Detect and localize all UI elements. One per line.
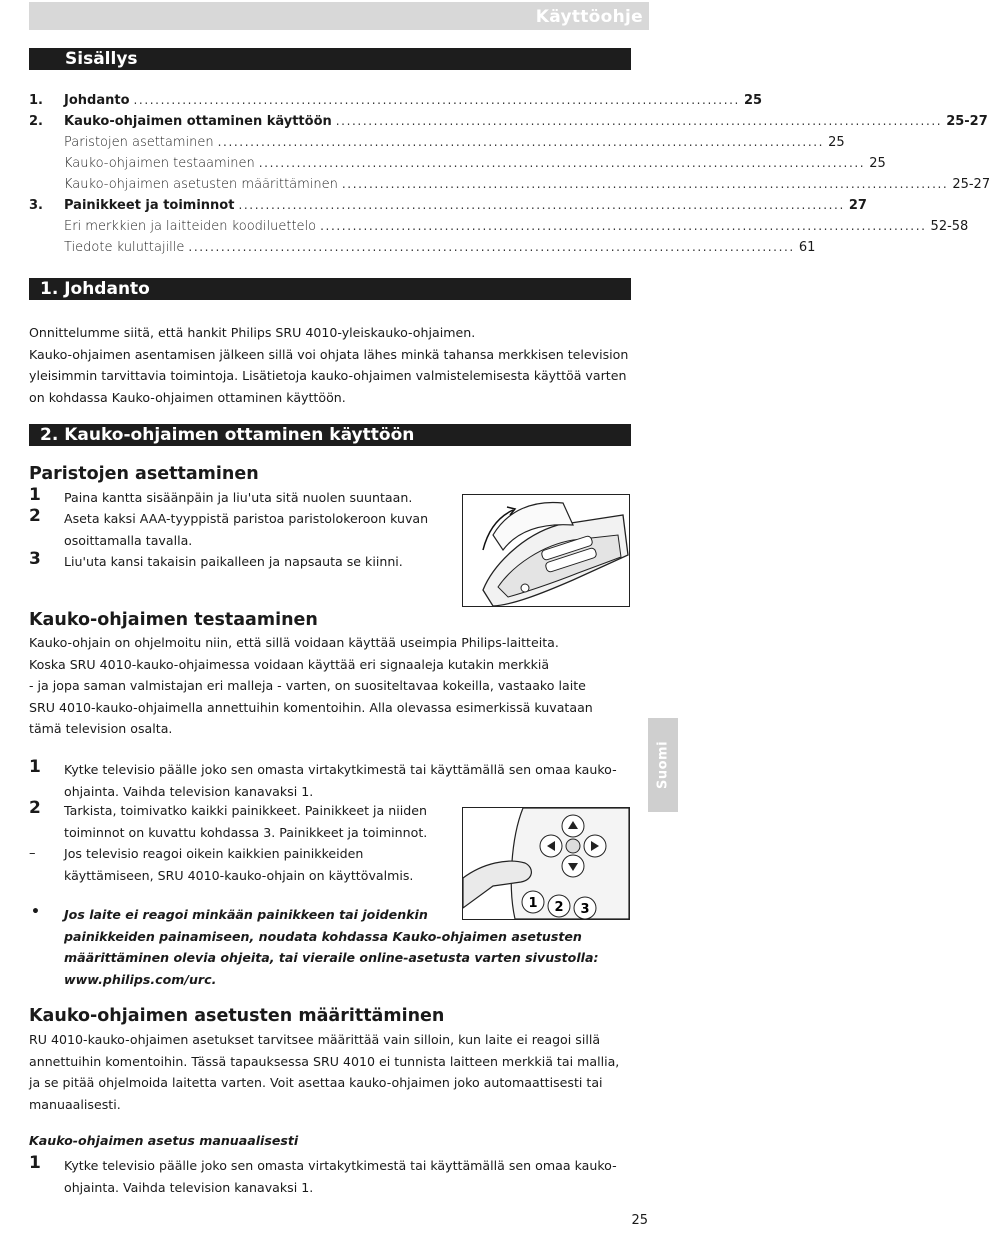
- remote-buttons-illustration: [463, 808, 629, 919]
- language-label: Suomi: [655, 740, 671, 790]
- toc-title-bar: [29, 48, 631, 70]
- section2-title: 2. Kauko-ohjaimen ottaminen käyttöön: [40, 425, 415, 445]
- page-number: 25: [631, 1213, 648, 1228]
- toc-entry-number: 2.: [29, 114, 43, 129]
- toc-entry-number: 3.: [29, 198, 43, 213]
- toc-entry-title: Kauko-ohjaimen asetusten määrittäminen: [64, 177, 338, 192]
- toc-entry[interactable]: [29, 240, 816, 261]
- text-line: - ja jopa saman valmistajan eri malleja - varten, on suositeltavaa kokeilla, vastaako laite: [29, 678, 586, 693]
- language-side-tab: [648, 718, 678, 812]
- toc-entry[interactable]: [29, 135, 845, 156]
- toc-entry-title: Johdanto: [64, 93, 130, 108]
- text-line: manuaalisesti.: [29, 1096, 121, 1112]
- toc-title: Sisällys: [65, 49, 138, 69]
- setup-paragraph: [29, 1029, 629, 1115]
- step-line: Kytke televisio päälle joko sen omasta virtakytkimestä tai käyttämällä sen omaa kauko-: [64, 1158, 617, 1173]
- toc-entry-page: 25-27: [946, 114, 988, 129]
- note-line: määrittäminen olevia ohjeita, tai vieraile online-asetusta varten sivustolla:: [64, 950, 599, 965]
- remote-battery-illustration: [463, 495, 629, 606]
- toc-entry-title: Kauko-ohjaimen ottaminen käyttöön: [64, 114, 332, 129]
- step-line: Tarkista, toimivatko kaikki painikkeet. Painikkeet ja niiden: [64, 803, 427, 818]
- toc-entry-title: Painikkeet ja toiminnot: [64, 198, 235, 213]
- toc-leader-dots: ................................................................................................................: [341, 177, 949, 191]
- toc-leader-dots: ................................................................................................................: [188, 240, 795, 254]
- toc-entry-title: Paristojen asettaminen: [64, 135, 214, 150]
- toc-entry-title: Kauko-ohjaimen testaaminen: [64, 156, 255, 171]
- step-number: 3: [29, 549, 41, 569]
- step-line: Liu'uta kansi takaisin paikalleen ja napsauta se kiinni.: [64, 554, 403, 569]
- step-number: 2: [29, 798, 41, 818]
- toc-leader-dots: ................................................................................................................: [320, 219, 927, 233]
- toc-entry-title: Tiedote kuluttajille: [64, 240, 185, 255]
- step-number: 1: [29, 757, 41, 777]
- step-line: Aseta kaksi AAA-tyyppistä paristoa paristolokeroon kuvan: [64, 511, 429, 526]
- section1-paragraph: [29, 322, 629, 408]
- toc-entry-page: 25: [869, 156, 886, 171]
- toc-entry[interactable]: [29, 156, 886, 177]
- step-line: ohjainta. Vaihda television kanavaksi 1.: [64, 783, 314, 799]
- section2-title-bar: [29, 424, 631, 446]
- step-line: käyttämiseen, SRU 4010-kauko-ohjain on käyttövalmis.: [64, 867, 414, 883]
- step-number: 2: [29, 506, 41, 526]
- toc-leader-dots: ................................................................................................................: [133, 93, 740, 107]
- toc-leader-dots: ................................................................................................................: [238, 198, 845, 212]
- note-bullet: •: [31, 904, 40, 920]
- note-line: painikkeiden painamiseen, noudata kohdassa Kauko-ohjaimen asetusten: [64, 928, 582, 944]
- toc-entry-page: 27: [848, 198, 867, 213]
- digit-label: 2: [554, 900, 564, 915]
- text-line: SRU 4010-kauko-ohjaimella annettuihin komentoihin. Alla olevassa esimerkissä kuvataan: [29, 699, 593, 715]
- toc-entry[interactable]: [29, 219, 969, 240]
- toc-entry-page: 25: [828, 135, 845, 150]
- toc-entry[interactable]: [29, 93, 763, 114]
- batteries-heading: Paristojen asettaminen: [29, 464, 259, 484]
- step-line: toiminnot on kuvattu kohdassa 3. Painikkeet ja toiminnot.: [64, 824, 428, 840]
- toc-entry[interactable]: [29, 177, 990, 198]
- digit-label: 1: [528, 896, 538, 911]
- step-line: Kytke televisio päälle joko sen omasta virtakytkimestä tai käyttämällä sen omaa kauko-: [64, 762, 617, 777]
- note-line: Jos laite ei reagoi minkään painikkeen tai joidenkin: [64, 907, 428, 922]
- step-line: osoittamalla tavalla.: [64, 532, 193, 548]
- text-line: annettuihin komentoihin. Tässä tapauksessa SRU 4010 ei tunnista laitteen merkkiä tai mallia,: [29, 1053, 620, 1069]
- testing-paragraph: [29, 632, 629, 740]
- step-line: Paina kantta sisäänpäin ja liu'uta sitä nuolen suuntaan.: [64, 490, 413, 505]
- note-link[interactable]: www.philips.com/urc.: [64, 971, 217, 987]
- text-line: Koska SRU 4010-kauko-ohjaimessa voidaan käyttää eri signaaleja kutakin merkkiä: [29, 656, 550, 672]
- manual-setup-heading: Kauko-ohjaimen asetus manuaalisesti: [29, 1133, 299, 1148]
- text-line: Kauko-ohjaimen asentamisen jälkeen sillä voi ohjata lähes minkä tahansa merkkisen television: [29, 346, 629, 362]
- section1-title-bar: [29, 278, 631, 300]
- toc-entry-page: 52-58: [930, 219, 969, 234]
- toc-entry-number: 1.: [29, 93, 43, 108]
- step-number: 1: [29, 485, 41, 505]
- header-bar: [29, 2, 649, 30]
- text-line: yleisimmin tarvittavia toimintoja. Lisätietoja kauko-ohjaimen valmistelemisesta käyttöä varten: [29, 368, 627, 383]
- header-title: Käyttöohje: [535, 7, 643, 27]
- toc-leader-dots: ................................................................................................................: [258, 156, 866, 170]
- battery-insertion-figure: [462, 494, 630, 607]
- toc-leader-dots: ................................................................................................................: [335, 114, 943, 128]
- text-line: ja se pitää ohjelmoida laitetta varten. Voit asettaa kauko-ohjaimen joko automaattisesti tai: [29, 1075, 603, 1090]
- step-line: Jos televisio reagoi oikein kaikkien painikkeiden: [64, 846, 364, 861]
- text-line: Onnittelumme siitä, että hankit Philips SRU 4010-yleiskauko-ohjaimen.: [29, 325, 476, 340]
- toc-entry-page: 25: [743, 93, 763, 108]
- step-dash: –: [29, 846, 36, 861]
- toc-entry-title: Eri merkkien ja laitteiden koodiluettelo: [64, 219, 317, 234]
- section1-title: 1. Johdanto: [40, 279, 150, 299]
- toc-entry[interactable]: [29, 198, 867, 219]
- text-line: Kauko-ohjain on ohjelmoitu niin, että sillä voidaan käyttää useimpia Philips-laitteita.: [29, 635, 559, 650]
- step-number: 1: [29, 1153, 41, 1173]
- toc-entry[interactable]: [29, 114, 988, 135]
- testing-note: [64, 904, 634, 990]
- text-line: RU 4010-kauko-ohjaimen asetukset tarvitsee määrittää vain silloin, kun laite ei reagoi sillä: [29, 1032, 601, 1047]
- digit-label: 3: [580, 902, 590, 917]
- testing-heading: Kauko-ohjaimen testaaminen: [29, 610, 318, 630]
- text-line: on kohdassa Kauko-ohjaimen ottaminen käyttöön.: [29, 389, 346, 405]
- step-line: ohjainta. Vaihda television kanavaksi 1.: [64, 1179, 314, 1195]
- text-line: tämä television osalta.: [29, 721, 173, 736]
- toc-leader-dots: ................................................................................................................: [217, 135, 825, 149]
- toc-entry-page: 25-27: [952, 177, 990, 192]
- toc-entry-page: 61: [798, 240, 816, 255]
- setup-heading: Kauko-ohjaimen asetusten määrittäminen: [29, 1006, 445, 1026]
